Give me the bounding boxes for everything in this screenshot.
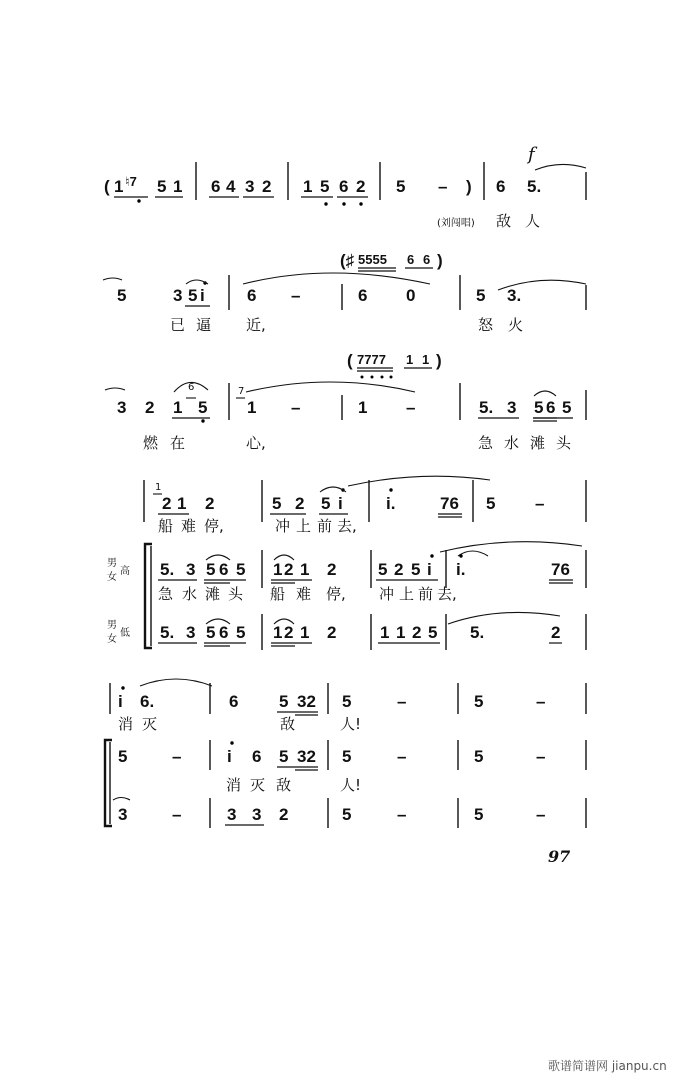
- note: 5.: [470, 623, 485, 642]
- note: 6: [546, 398, 556, 417]
- lyric: 人!: [340, 715, 362, 733]
- lyric: 消: [226, 776, 242, 794]
- note: i.: [386, 494, 396, 513]
- lyric: 头: [556, 434, 572, 452]
- note: 1: [273, 623, 283, 642]
- high-octave-dot: [230, 741, 233, 744]
- accomp-note: 1: [406, 352, 414, 367]
- note: 1: [396, 623, 406, 642]
- tie-arc: [113, 798, 130, 801]
- lyric: 前: [418, 585, 434, 603]
- part-label: 女: [107, 572, 117, 583]
- note: 5: [236, 560, 246, 579]
- note: 5: [272, 494, 282, 513]
- dash: –: [397, 692, 407, 711]
- low-octave-dot: [371, 376, 374, 379]
- note: 5: [486, 494, 496, 513]
- note: 3.: [507, 286, 522, 305]
- high-octave-dot: [430, 554, 433, 557]
- note: 3: [118, 805, 128, 824]
- lyric: 心,: [246, 434, 266, 452]
- note: 1: [380, 623, 390, 642]
- lyric: 上: [296, 517, 312, 535]
- note: 3: [173, 286, 183, 305]
- note: 5: [476, 286, 486, 305]
- system-3: [105, 351, 586, 452]
- note: 6: [219, 623, 229, 642]
- dash: –: [536, 747, 546, 766]
- accomp-note: 6: [407, 252, 415, 267]
- note: i: [427, 560, 432, 579]
- high-octave-dot: [121, 686, 124, 689]
- lyric: 怒: [478, 316, 494, 334]
- system-5: [105, 679, 586, 828]
- low-octave-dot: [342, 202, 345, 205]
- note: 1: [173, 398, 183, 417]
- lyric: 上: [399, 585, 415, 603]
- note: 5: [342, 747, 352, 766]
- system-4: [107, 476, 586, 650]
- chorus-bracket: [105, 740, 112, 826]
- note: i: [118, 692, 123, 711]
- note: 32: [297, 747, 316, 766]
- note: 2: [327, 560, 337, 579]
- note: 6: [219, 560, 229, 579]
- note: 76: [440, 494, 459, 513]
- note: 5: [188, 286, 198, 305]
- low-octave-dot: [361, 376, 364, 379]
- lyric: 人: [525, 212, 541, 230]
- note: 5: [236, 623, 246, 642]
- note: 5: [321, 494, 331, 513]
- part-label: 高: [120, 566, 130, 577]
- dash: –: [535, 494, 545, 513]
- tie-arc: [243, 273, 430, 284]
- note: 6: [339, 177, 349, 196]
- note: 5: [396, 177, 406, 196]
- note: 2: [279, 805, 289, 824]
- lyric: 急: [478, 434, 494, 452]
- high-octave-dot: [459, 554, 462, 557]
- tie-arc: [246, 382, 415, 392]
- low-octave-dot: [381, 376, 384, 379]
- note: 5: [157, 177, 167, 196]
- lyric: 船: [270, 585, 286, 603]
- dash: –: [291, 398, 301, 417]
- tie-arc: [103, 278, 122, 280]
- interlude-close-paren: ): [466, 177, 472, 196]
- grace-note: 1: [155, 482, 162, 493]
- lyric: 在: [170, 434, 186, 452]
- system-2: [103, 251, 586, 334]
- low-octave-dot: [390, 376, 393, 379]
- high-octave-dot: [389, 488, 392, 491]
- lyric: 难: [181, 517, 197, 535]
- tie-arc: [140, 679, 212, 686]
- note: 6: [358, 286, 368, 305]
- interlude-open-paren: (: [104, 177, 110, 196]
- dash: –: [536, 692, 546, 711]
- accomp-note: 6: [423, 252, 431, 267]
- note: 3: [245, 177, 255, 196]
- dash: –: [172, 747, 182, 766]
- note: 5: [320, 177, 330, 196]
- note: 1: [300, 560, 310, 579]
- lyric: 去,: [337, 517, 357, 535]
- singer-note: (刘闯唱): [437, 218, 475, 229]
- note: 1: [173, 177, 183, 196]
- accomp-open: (♯: [340, 251, 355, 270]
- note: 6: [252, 747, 262, 766]
- watermark: 歌谱简谱网 jianpu.cn: [548, 1059, 667, 1073]
- accomp-close: ): [436, 351, 442, 370]
- note: 2: [551, 623, 561, 642]
- note: 5: [562, 398, 572, 417]
- note: 5: [474, 805, 484, 824]
- note: 5: [198, 398, 208, 417]
- note: 5: [474, 692, 484, 711]
- part-label: 低: [120, 628, 130, 639]
- note: 2: [412, 623, 422, 642]
- dash: –: [172, 805, 182, 824]
- lyric: 头: [228, 585, 244, 603]
- lyric: 急: [158, 585, 174, 603]
- lyric: 滩: [530, 434, 546, 452]
- lyric: 船: [158, 517, 174, 535]
- note: 3: [117, 398, 127, 417]
- lyric: 人!: [340, 776, 362, 794]
- note: i: [227, 747, 232, 766]
- lyric: 冲: [379, 585, 395, 603]
- grace-note: 7: [238, 386, 245, 397]
- note: 1: [114, 177, 124, 196]
- note: 2: [262, 177, 272, 196]
- note: 1: [247, 398, 257, 417]
- note: 1: [177, 494, 187, 513]
- note: 5: [342, 692, 352, 711]
- note: i: [338, 494, 343, 513]
- note: 1: [303, 177, 313, 196]
- lyric: 水: [182, 585, 198, 603]
- tie-arc: [105, 388, 125, 390]
- note: 5: [378, 560, 388, 579]
- note: 2: [356, 177, 366, 196]
- low-octave-dot: [359, 202, 362, 205]
- accomp-close: ): [437, 251, 443, 270]
- accomp-notes: 5555: [358, 252, 387, 267]
- lyric: 敌: [496, 212, 512, 230]
- note: 5: [474, 747, 484, 766]
- dash: –: [406, 398, 416, 417]
- lyric: 灭: [142, 715, 158, 733]
- note: 32: [297, 692, 316, 711]
- note: 5: [342, 805, 352, 824]
- note: i.: [456, 560, 466, 579]
- lyric: 近,: [246, 316, 266, 334]
- note: 5.: [160, 623, 175, 642]
- note: 2: [295, 494, 305, 513]
- note: 5: [206, 560, 216, 579]
- lyric: 火: [508, 316, 524, 334]
- note: 5: [279, 692, 289, 711]
- part-label: 男: [107, 620, 117, 631]
- grace-note: 6: [188, 382, 195, 393]
- note: 1: [273, 560, 283, 579]
- note: 5: [279, 747, 289, 766]
- lyric: 已: [170, 316, 186, 334]
- lyric: 滩: [205, 585, 221, 603]
- note: 5: [411, 560, 421, 579]
- part-label: 女: [107, 634, 117, 645]
- note: 3: [186, 623, 196, 642]
- note: 2: [284, 560, 294, 579]
- low-octave-dot: [201, 419, 204, 422]
- note: 3: [507, 398, 517, 417]
- note: 6.: [140, 692, 155, 711]
- lyric: 逼: [196, 316, 212, 334]
- dash: –: [397, 747, 407, 766]
- lyric: 难: [296, 585, 312, 603]
- note: 5.: [527, 177, 542, 196]
- accomp-notes: 7777: [357, 352, 386, 367]
- note: 5: [117, 286, 127, 305]
- tie-arc: [448, 612, 560, 624]
- note: 2: [284, 623, 294, 642]
- note: 2: [145, 398, 155, 417]
- lyric: 敌: [280, 715, 296, 733]
- note: 5.: [160, 560, 175, 579]
- rest: 0: [406, 286, 416, 305]
- note: 5: [118, 747, 128, 766]
- lyric: 敌: [276, 776, 292, 794]
- note: 5: [534, 398, 544, 417]
- dash: –: [536, 805, 546, 824]
- note: 2: [327, 623, 337, 642]
- tie-arc: [535, 164, 586, 170]
- lyric: 水: [504, 434, 520, 452]
- dash: –: [397, 805, 407, 824]
- note: 2: [162, 494, 172, 513]
- accomp-open: (: [347, 351, 353, 370]
- note: 2: [394, 560, 404, 579]
- lyric: 停,: [326, 585, 346, 603]
- note: 1: [358, 398, 368, 417]
- tie-arc: [440, 542, 582, 552]
- note: 6: [247, 286, 257, 305]
- note: 1: [300, 623, 310, 642]
- note: 5.: [479, 398, 494, 417]
- lyric: 消: [118, 715, 134, 733]
- note: 3: [227, 805, 237, 824]
- note: i: [200, 286, 205, 305]
- note: 6: [211, 177, 221, 196]
- note: 3: [252, 805, 262, 824]
- note: 3: [186, 560, 196, 579]
- note: 2: [205, 494, 215, 513]
- low-octave-dot: [324, 202, 327, 205]
- note: 76: [551, 560, 570, 579]
- lyric: 燃: [143, 434, 159, 452]
- lyric: 灭: [250, 776, 266, 794]
- page-number: 97: [548, 847, 571, 866]
- dynamic-mark: f: [528, 144, 535, 165]
- slur-arc: [534, 391, 556, 396]
- note: 6: [496, 177, 506, 196]
- lyric: 前: [317, 517, 333, 535]
- note: 5: [206, 623, 216, 642]
- note: 4: [226, 177, 236, 196]
- accomp-note: 1: [422, 352, 430, 367]
- note: 6: [229, 692, 239, 711]
- lyric: 冲: [275, 517, 291, 535]
- lyric: 停,: [204, 517, 224, 535]
- lyric: 去,: [437, 585, 457, 603]
- dash: –: [291, 286, 301, 305]
- system-1: [104, 144, 586, 230]
- low-octave-dot: [137, 199, 140, 202]
- note: 5: [428, 623, 438, 642]
- dash: –: [438, 177, 448, 196]
- part-label: 男: [107, 558, 117, 569]
- accidental-note: ♮7: [125, 174, 137, 189]
